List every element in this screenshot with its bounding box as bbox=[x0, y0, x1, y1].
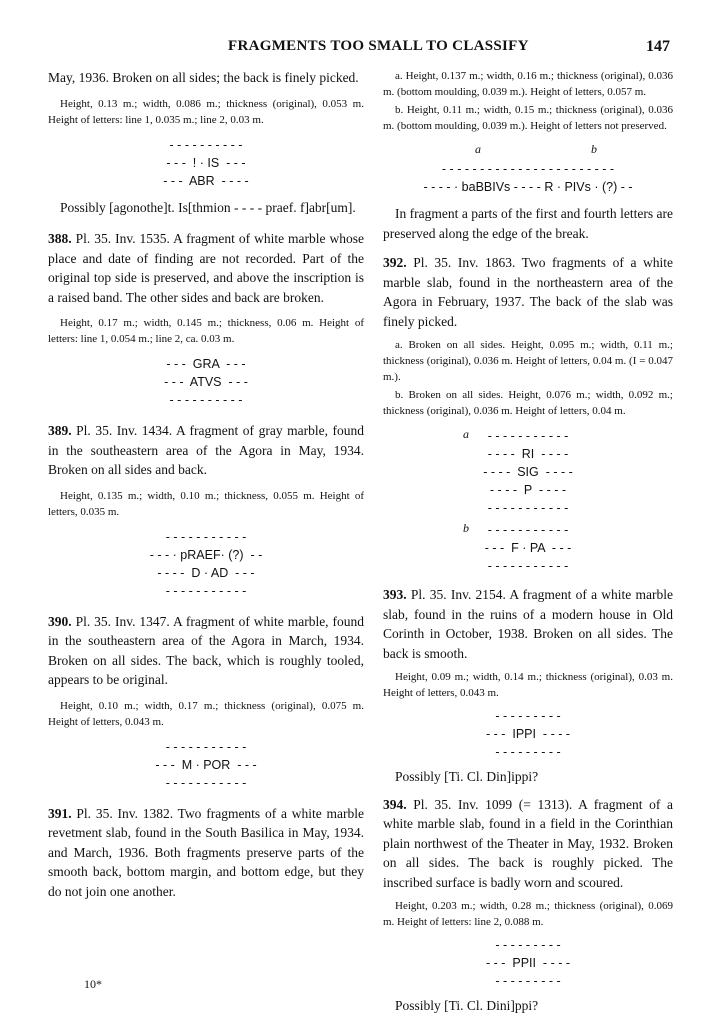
inscription-line: - - - PPII - - - - bbox=[485, 956, 570, 970]
inscription-line: - - - - - - - - - - - bbox=[165, 775, 247, 790]
entry-391-note: In fragment a parts of the first and fourth letters are preserved along the edge of the break. bbox=[383, 206, 673, 241]
entry-text: Pl. 35. Inv. 1382. Two fragments of a white marble revetment slab, found in the South Basilica in May, 1934. and March, 1936. Both fragments preserve parts of the smooth back, bottom margin, and bottom edge, but they do not join one another. bbox=[48, 805, 364, 899]
signature-mark: 10* bbox=[84, 977, 102, 991]
entry-390 bbox=[48, 612, 364, 792]
inscription-line: - - - IPPI - - - - bbox=[485, 727, 570, 741]
fragment-label-b: b bbox=[591, 142, 597, 156]
entry-text: Pl. 35. Inv. 1863. Two fragments of a white marble slab, found in the northeastern area of the Agora in February, 1937. The back of the slab was finely picked. bbox=[383, 255, 674, 329]
inscription-block bbox=[48, 355, 364, 409]
entry-388 bbox=[48, 229, 364, 409]
inscription-line: - - - - - - - - - - - bbox=[487, 523, 569, 537]
entry-391-measurements-a: a. Height, 0.137 m.; width, 0.16 m.; thickness (original), 0.036 m. (bottom moulding, 0.039 m.). Height of letters, 0.057 m. bbox=[383, 70, 673, 98]
inscription-line: - - - - - - - - - - - bbox=[487, 559, 569, 573]
inscription-line: - - - · pRAEF· (?) - - bbox=[149, 547, 263, 562]
inscription-line: - - - - - - - - - - - bbox=[165, 529, 247, 544]
entry-number: 390. bbox=[48, 613, 72, 629]
entry-measurements-b: b. Broken on all sides. Height, 0.076 m.; width, 0.092 m.; thickness (original), 0.036 m. Height of letters, 0.04 m. bbox=[383, 389, 673, 417]
entry-391-measurements-b: b. Height, 0.11 m.; width, 0.15 m.; thickness (original), 0.036 m. (bottom moulding, 0.039 m.). Height of letters not preserved. bbox=[383, 104, 673, 132]
entry-number: 392. bbox=[383, 255, 407, 270]
inscription-line: - - - - - - - - - - - bbox=[487, 501, 569, 515]
inscription-block bbox=[383, 936, 673, 990]
inscription-line: - - - - - - - - - bbox=[495, 745, 561, 759]
entry-number: 393. bbox=[383, 587, 407, 602]
entry-392 bbox=[383, 253, 673, 575]
inscription-line: - - - - - - - - - bbox=[495, 974, 561, 988]
inscription-line: - - - F · PA - - - bbox=[484, 541, 572, 555]
inscription-line: - - - ABR - - - - bbox=[163, 173, 249, 188]
right-column bbox=[383, 68, 673, 1016]
entry-number: 389. bbox=[48, 423, 72, 438]
entry-389 bbox=[48, 421, 364, 600]
entry-measurements: Height, 0.135 m.; width, 0.10 m.; thickness, 0.055 m. Height of letters, 0.035 m. bbox=[48, 489, 364, 518]
inscription-line: - - - M · POR - - - bbox=[155, 757, 257, 772]
inscription-line: - - - - - - - - - - - bbox=[487, 429, 569, 443]
entry-text: Pl. 35. Inv. 1099 (= 1313). A fragment of a white marble slab, found in a field in the Corinthian plain northwest of the Theater in May, 1932. Broken on all sides. The back is roughly picked. The inscribed surface is badly worn and scoured. bbox=[383, 796, 673, 890]
inscription-block bbox=[48, 136, 364, 190]
entry-393 bbox=[383, 585, 673, 787]
entry-number: 391. bbox=[48, 805, 72, 821]
inscription-line: - - - - P - - - - bbox=[489, 483, 567, 497]
inscription-line: - - - - SIG - - - - bbox=[483, 465, 573, 479]
entry-measurements-a: a. Broken on all sides. Height, 0.095 m.; width, 0.11 m.; thickness (original), 0.036 m. Height of letters, 0.04 m. (I = 0.047 m.). bbox=[383, 339, 673, 383]
entry-text: Pl. 35. Inv. 1434. A fragment of gray marble, found in the southeastern area of the Agora in May, 1934. Broken on all sides and back. bbox=[48, 423, 365, 477]
entry-text: Pl. 35. Inv. 1347. A fragment of white marble, found in the southeastern area of the Agora in March, 1934. Broken on all sides. The back, which is roughly tooled, appears to be original. bbox=[48, 613, 364, 687]
entry-measurements: Height, 0.09 m.; width, 0.14 m.; thickness (original), 0.03 m. Height of letters, 0.043 m. bbox=[383, 671, 673, 699]
entry-measurements: Height, 0.17 m.; width, 0.145 m.; thickness, 0.06 m. Height of letters: line 1, 0.054 m.; line 2, ca. 0.03 m. bbox=[48, 317, 364, 345]
fragment-label-a: a bbox=[463, 427, 469, 441]
inscription-line: - - - - - - - - - - - bbox=[165, 739, 247, 754]
entry-measurements: Height, 0.203 m.; width, 0.28 m.; thickness (original), 0.069 m. Height of letters: line 2, 0.088 m. bbox=[383, 900, 673, 928]
inscription-line: - - - - - - - - - - - bbox=[165, 583, 247, 598]
inscription-line: - - - - RI - - - - bbox=[487, 447, 569, 461]
inscription-block bbox=[48, 528, 364, 600]
possibly-reading: Possibly [Ti. Cl. Din]ippi? bbox=[395, 769, 539, 784]
inscription-line: - - - - · baBBIVs - - - - R · PIVs · (?) - - bbox=[423, 180, 633, 194]
possibly-reading: Possibly [Ti. Cl. Dini]ppi? bbox=[395, 998, 539, 1013]
fragment-label-a: a bbox=[475, 142, 481, 156]
entry-text: Pl. 35. Inv. 2154. A fragment of a white marble slab, found in the ruins of a modern house in Old Corinth in October, 1938. Broken on all sides. The back is smooth. bbox=[383, 587, 674, 661]
fragment-labels bbox=[383, 142, 673, 160]
inscription-line: - - - - - - - - - - - - - - - - - - - - - - - bbox=[441, 162, 615, 176]
possibly-reading: Possibly [agonothe]t. Is[thmion - - - - praef. f]abr[um]. bbox=[60, 199, 356, 215]
entry-394 bbox=[383, 795, 673, 1016]
inscription-line: - - - - - - - - - bbox=[495, 709, 561, 723]
inscription-line: - - - - - - - - - - bbox=[169, 393, 243, 407]
running-title: FRAGMENTS TOO SMALL TO CLASSIFY bbox=[228, 38, 529, 54]
inscription-block-a bbox=[383, 427, 673, 517]
inscription-block-b bbox=[383, 521, 673, 575]
inscription-line: - - - ATVS - - - bbox=[164, 375, 248, 389]
entry-391 bbox=[48, 804, 364, 902]
entry-measurements: Height, 0.10 m.; width, 0.17 m.; thickness (original), 0.075 m. Height of letters, 0.043 m. bbox=[48, 699, 364, 728]
inscription-line: - - - - D · AD - - - bbox=[157, 565, 255, 580]
continued-measurements: Height, 0.13 m.; width, 0.086 m.; thickness (original), 0.053 m. Height of letters: line 1, 0.035 m.; line 2, 0.03 m. bbox=[48, 97, 364, 126]
inscription-line: - - - GRA - - - bbox=[166, 357, 246, 371]
left-column bbox=[48, 68, 364, 901]
page-header bbox=[0, 38, 725, 58]
entry-number: 388. bbox=[48, 231, 72, 246]
inscription-block bbox=[383, 160, 673, 196]
fragment-label-b: b bbox=[463, 521, 469, 535]
entry-text: Pl. 35. Inv. 1535. A fragment of white marble whose place and date of finding are not recorded. Part of the original top side is preserved, and above the inscription is a raised band. The other sides and back are broken. bbox=[48, 231, 365, 305]
continued-text: May, 1936. Broken on all sides; the back is finely picked. bbox=[48, 70, 359, 85]
inscription-block bbox=[383, 707, 673, 761]
inscription-line: - - - ! · IS - - - bbox=[166, 155, 246, 170]
page-number: 147 bbox=[646, 38, 670, 55]
inscription-block bbox=[48, 738, 364, 792]
inscription-line: - - - - - - - - - - bbox=[169, 137, 243, 152]
entry-number: 394. bbox=[383, 796, 407, 812]
inscription-line: - - - - - - - - - bbox=[495, 938, 561, 952]
